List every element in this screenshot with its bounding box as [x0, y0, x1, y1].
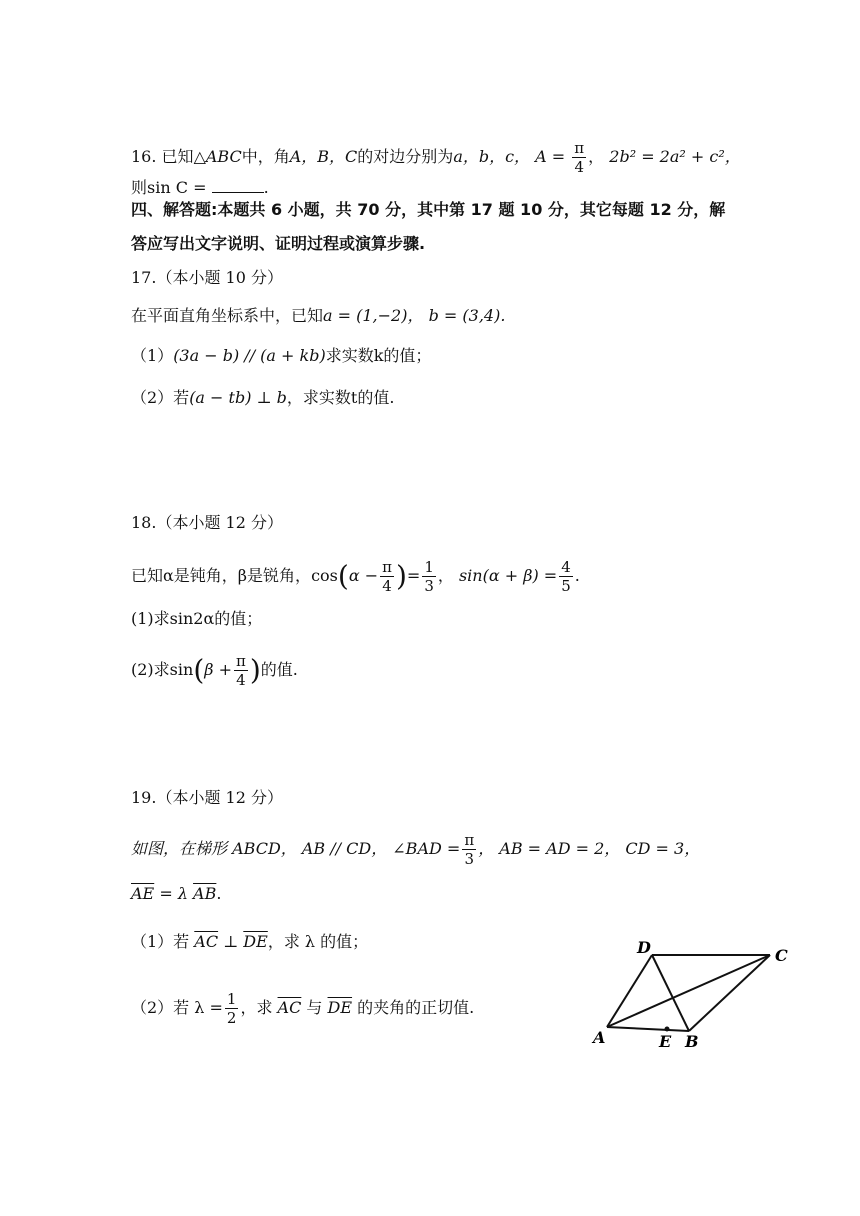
- q18-part1: (1)求sin2α的值；: [131, 609, 263, 628]
- q19-part1: [131, 931, 368, 953]
- q16-sides: a，b，c，: [453, 147, 531, 166]
- q17-p2-tail: ，求实数t的值.: [286, 388, 395, 407]
- q19-part2: [131, 990, 474, 1027]
- frac-den: 5: [561, 577, 571, 595]
- frac-num: π: [464, 831, 475, 849]
- q19-vector-def: [131, 883, 221, 905]
- frac-den: 4: [574, 158, 584, 176]
- q18-sin-sum: sin(α + β) =: [458, 566, 558, 585]
- q17-part2: [131, 387, 394, 409]
- q16-line1: 16. 已知△ABC中，角A，B，C的对边分别为a，b，c， A = $\frac{\pi}{4}$ ， 2b² = 2a² + c²，: [131, 139, 741, 176]
- q18-stem: 已知α是钝角，β是锐角，cos(α − $\frac{\pi}{4}$ )= $\frac{1}{3}$ ， sin(α + β) = $\frac{4}{5}$ .: [131, 558, 580, 595]
- q16-sinc: sin C =: [147, 178, 207, 197]
- q18-number: 18.（本小题 12 分）: [131, 513, 283, 532]
- q17-vector-a: a = (1,−2)，: [323, 306, 424, 325]
- label-c: C: [775, 946, 788, 965]
- frac-den: 4: [382, 577, 392, 595]
- q19-p2-tail: 的夹角的正切值.: [352, 998, 475, 1017]
- label-e: E: [659, 1032, 672, 1051]
- q18-beta: β +: [204, 660, 232, 679]
- frac-num: π: [382, 558, 392, 576]
- q19-with: 与: [301, 998, 328, 1017]
- q18-fraction-45: [559, 558, 573, 595]
- q18-fraction-13: [422, 558, 436, 595]
- q19-stem: [131, 831, 700, 868]
- frac-num: 1: [226, 990, 237, 1008]
- q19-p1-tail: ，求 λ 的值；: [267, 932, 369, 951]
- vector-ab: $\overline{AB}$: [193, 884, 217, 903]
- diagonal-ac: [607, 955, 770, 1027]
- q19-number: 19.（本小题 12 分）: [131, 788, 283, 807]
- answer-blank[interactable]: [212, 178, 264, 193]
- q17-stem-text: 在平面直角坐标系中，已知: [131, 306, 324, 325]
- trapezoid-figure: [585, 935, 805, 1055]
- label-d: D: [637, 938, 651, 957]
- q16-text: 的对边分别为: [357, 147, 454, 166]
- q18-fraction-pi4: [380, 558, 394, 595]
- q18-stem-text: 已知α是钝角，β是锐角，: [131, 566, 312, 585]
- q19-fraction-12: [225, 990, 239, 1027]
- q18-part2: (2)求sin(β + $\frac{\pi}{4}$ )的值.: [131, 652, 298, 689]
- frac-den: 4: [236, 671, 246, 689]
- vector-de: $\overline{DE}$: [243, 932, 268, 951]
- point-e: [665, 1027, 670, 1032]
- q18-p2-label: (2)求sin: [131, 660, 194, 679]
- label-b: B: [685, 1032, 699, 1051]
- q16-triangle: △ABC: [193, 147, 242, 166]
- q17-p2-expr: (a − tb) ⊥ b: [189, 388, 287, 407]
- vector-ae: $\overline{AE}$: [131, 884, 155, 903]
- frac-num: 1: [424, 558, 434, 576]
- q18-fraction-pi4b: [234, 652, 248, 689]
- q17-p1-tail: 求实数k的值；: [325, 346, 432, 365]
- edge-bc: [689, 955, 770, 1031]
- q18-eq: =: [406, 566, 421, 585]
- vector-de: $\overline{DE}$: [327, 998, 353, 1017]
- q17-vector-b: b = (3,4).: [428, 306, 506, 325]
- q17-p1-expr: (3a − b) // (a + kb): [173, 346, 326, 365]
- frac-num: π: [236, 652, 246, 670]
- frac-num: 4: [561, 558, 571, 576]
- q19-stem-text: 如图，在梯形 ABCD， AB // CD， ∠BAD =: [131, 839, 461, 858]
- q18-dot: .: [574, 566, 580, 585]
- q18-p2-tail: 的值.: [260, 660, 298, 679]
- q19-p2-text: ，求: [240, 998, 278, 1017]
- section-header-line1: 四、解答题:本题共 6 小题，共 70 分，其中第 17 题 10 分，其它每题 12 分，解: [131, 200, 726, 219]
- q16-text: 已知: [161, 147, 194, 166]
- q16-fraction: [572, 139, 586, 176]
- q19-dot: .: [216, 884, 222, 903]
- q19-p2-label: （2）若 λ =: [131, 998, 223, 1017]
- q17-number: 17.（本小题 10 分）: [131, 268, 283, 287]
- frac-den: 2: [226, 1009, 237, 1027]
- q16-number: 16.: [131, 147, 157, 166]
- q19-eq-lambda: = λ: [154, 884, 194, 903]
- q18-alpha: α −: [348, 566, 379, 585]
- q16-angle-a: A =: [535, 147, 566, 166]
- q16-end: .: [263, 178, 269, 197]
- q18-cos: cos: [311, 566, 338, 585]
- q16-then: 则: [131, 178, 148, 197]
- q16-text: 中，角: [241, 147, 290, 166]
- frac-den: 3: [424, 577, 434, 595]
- q17-p2-label: （2）若: [131, 388, 190, 407]
- label-a: A: [593, 1028, 606, 1047]
- q19-p1-label: （1）若: [131, 932, 195, 951]
- vector-ac: $\overline{AC}$: [277, 998, 302, 1017]
- q17-part1: [131, 345, 431, 367]
- q16-equation: 2b² = 2a² + c²，: [609, 147, 741, 166]
- frac-num: π: [574, 139, 585, 157]
- q16-angles: A，B，C: [289, 147, 358, 166]
- q17-p1-label: （1）: [131, 346, 174, 365]
- q19-fraction-pi3: [462, 831, 476, 868]
- edge-ab: [607, 1027, 689, 1031]
- q16-line2: [131, 177, 269, 199]
- q19-stem-text-b: ， AB = AD = 2， CD = 3，: [478, 839, 701, 858]
- section-header-line2: 答应写出文字说明、证明过程或演算步骤.: [131, 234, 426, 253]
- vector-ac: $\overline{AC}$: [194, 932, 219, 951]
- q19-perp: ⊥: [218, 932, 244, 951]
- q17-stem: [131, 305, 505, 327]
- frac-den: 3: [464, 850, 475, 868]
- q18-comma: ，: [437, 566, 454, 585]
